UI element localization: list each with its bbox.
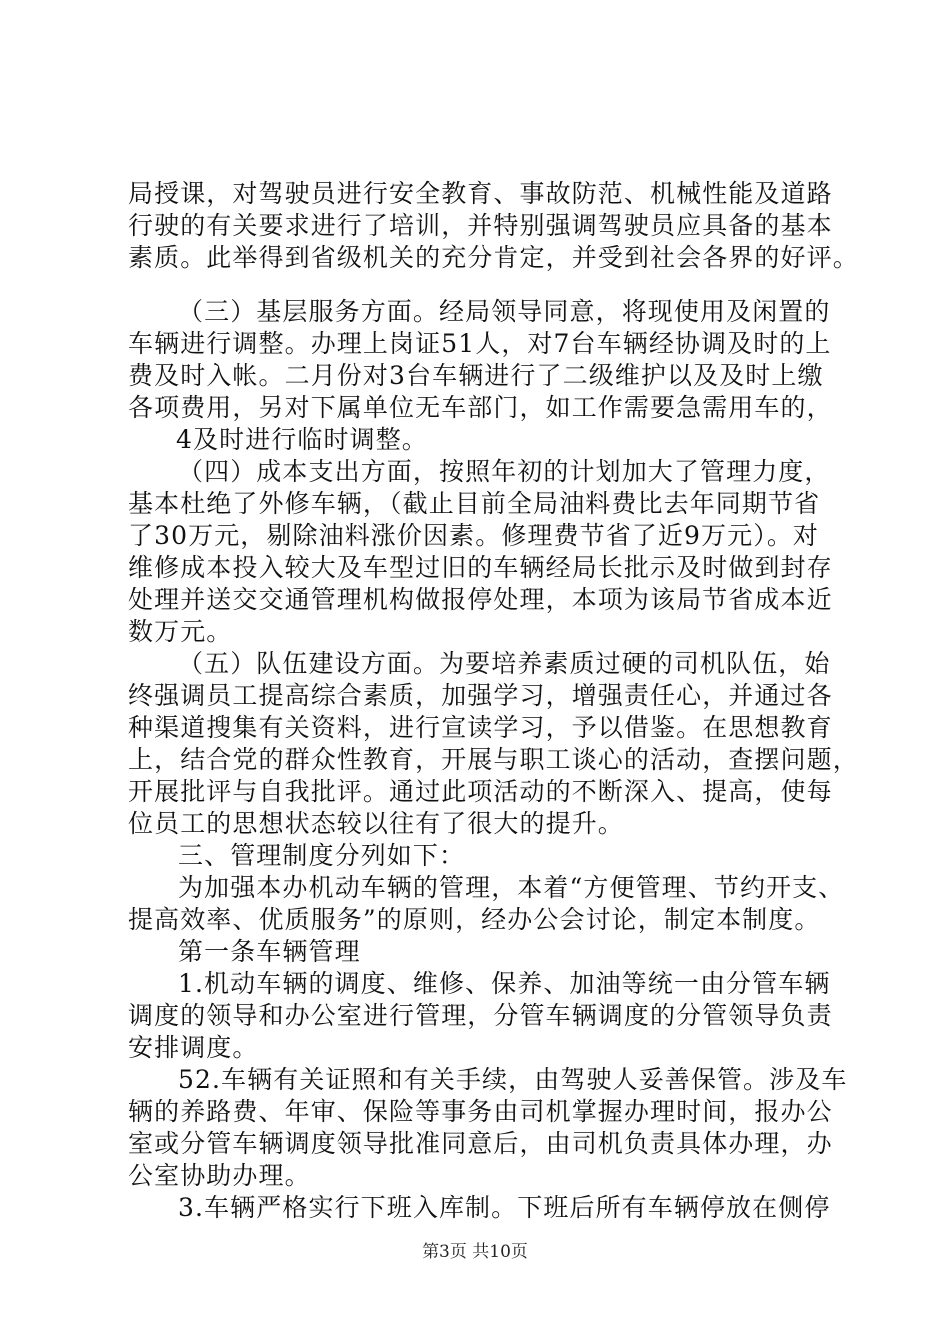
page-footer: 第3页 共10页 — [422, 1242, 528, 1262]
text-line: 种渠道搜集有关资料，进行宣读学习，予以借鉴。在思想教育 — [128, 713, 833, 742]
text-line: 行驶的有关要求进行了培训，并特别强调驾驶员应具备的基本 — [128, 211, 833, 240]
text-line: 52.车辆有关证照和有关手续，由驾驶人妥善保管。涉及车 — [178, 1065, 848, 1094]
text-line: （三）基层服务方面。经局领导同意，将现使用及闲置的 — [178, 297, 831, 326]
text-line: 第一条车辆管理 — [178, 937, 361, 966]
text-line: 素质。此举得到省级机关的充分肯定，并受到社会各界的好评。 — [128, 243, 859, 272]
text-line: 为加强本办机动车辆的管理，本着“方便管理、节约开支、 — [178, 873, 845, 902]
text-line: 室或分管车辆调度领导批准同意后，由司机负责具体办理，办 — [128, 1129, 833, 1158]
text-line: 终强调员工提高综合素质，加强学习，增强责任心，并通过各 — [128, 681, 833, 710]
text-line: 位员工的思想状态较以往有了很大的提升。 — [128, 809, 624, 838]
text-line: 提高效率、优质服务”的原则，经办公会讨论，制定本制度。 — [128, 905, 821, 934]
text-line: 车辆进行调整。办理上岗证51人，对7台车辆经协调及时的上 — [128, 329, 832, 358]
text-line: （五）队伍建设方面。为要培养素质过硬的司机队伍，始 — [178, 649, 831, 678]
text-line: 了30万元，剔除油料涨价因素。修理费节省了近9万元）。对 — [128, 521, 820, 550]
text-line: 费及时入帐。二月份对3台车辆进行了二级维护以及及时上缴 — [128, 361, 824, 390]
text-line: 开展批评与自我批评。通过此项活动的不断深入、提高，使每 — [128, 777, 833, 806]
text-line: 维修成本投入较大及车型过旧的车辆经局长批示及时做到封存 — [128, 553, 833, 582]
text-line: 辆的养路费、年审、保险等事务由司机掌握办理时间，报办公 — [128, 1097, 833, 1126]
text-line: 公室协助办理。 — [128, 1161, 311, 1190]
text-line: 局授课，对驾驶员进行安全教育、事故防范、机械性能及道路 — [128, 179, 833, 208]
text-line: 基本杜绝了外修车辆，（截止目前全局油料费比去年同期节省 — [128, 489, 821, 518]
text-line: 调度的领导和办公室进行管理，分管车辆调度的分管领导负责 — [128, 1001, 833, 1030]
text-line: 三、管理制度分列如下： — [178, 841, 466, 870]
text-line: （四）成本支出方面，按照年初的计划加大了管理力度， — [178, 457, 831, 486]
text-line: 数万元。 — [128, 617, 233, 646]
text-line: 3.车辆严格实行下班入库制。下班后所有车辆停放在侧停 — [178, 1193, 831, 1222]
text-line: 处理并送交交通管理机构做报停处理，本项为该局节省成本近 — [128, 585, 833, 614]
text-line: 安排调度。 — [128, 1033, 259, 1062]
text-line: 各项费用，另对下属单位无车部门，如工作需要急需用车的， — [128, 393, 833, 422]
text-line: 1.机动车辆的调度、维修、保养、加油等统一由分管车辆 — [178, 969, 831, 998]
text-line: 上，结合党的群众性教育，开展与职工谈心的活动，查摆问题， — [128, 745, 859, 774]
text-line: 4及时进行临时调整。 — [176, 425, 428, 454]
